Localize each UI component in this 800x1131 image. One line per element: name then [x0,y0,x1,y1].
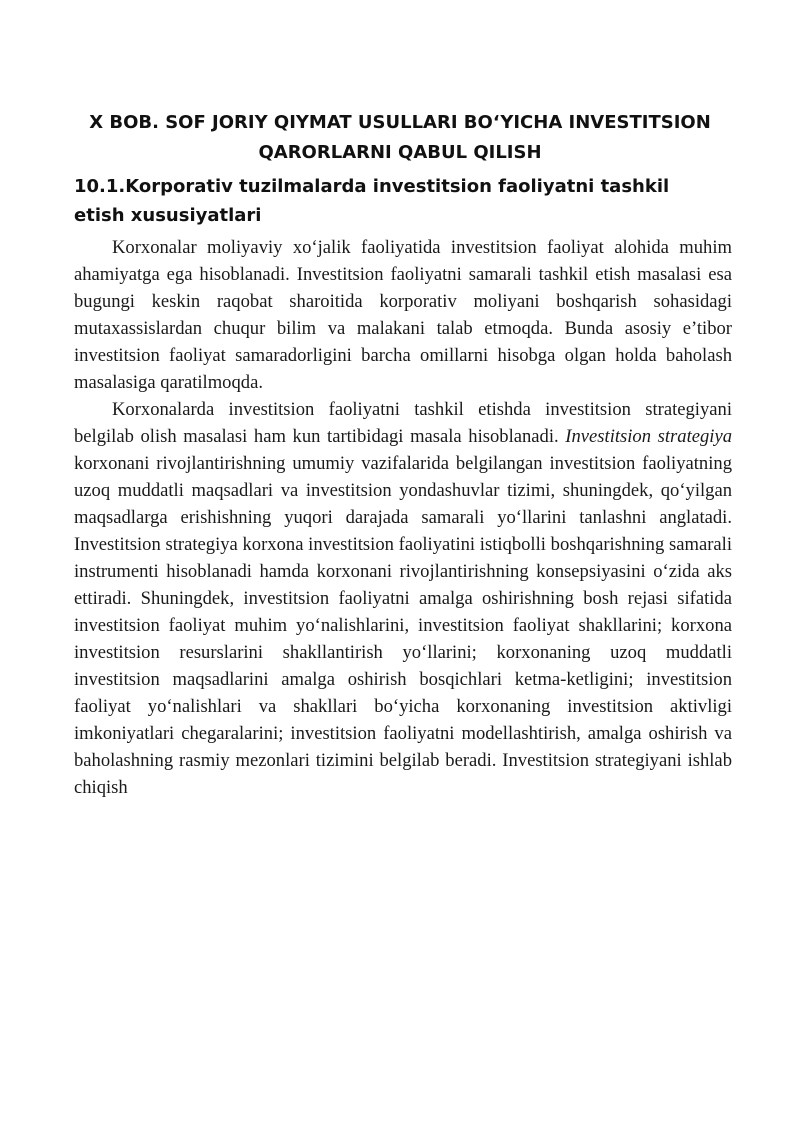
section-heading-line-2: etish xususiyatlari [74,205,262,226]
chapter-title-line-1: X BOB. SOF JORIY QIYMAT USULLARI BOʻYICHA INVESTITSION [89,112,711,133]
paragraph-1: Korxonalar moliyaviy xo‘jalik faoliyatida investitsion faoliyat alohida muhim ahamiyatga ega hisoblanadi. Investitsion faoliyatni samarali tashkil etish masalasi esa bugungi keskin raqobat sharoitida korporativ moliyani boshqarish sohasidagi mutaxassislardan chuqur bilim va malakani talab etmoqda. Bunda asosiy e’tibor investitsion faoliyat samaradorligini barcha omillarni hisobga olgan holda baholash masalasiga qaratilmoqda. [74,237,732,393]
paragraph-2-term: Investitsion strategiya [565,426,732,447]
body-text [74,234,732,801]
paragraph-2 [74,396,732,801]
chapter-title [40,108,760,168]
section-heading [74,172,744,230]
paragraph-2-lead: Korxonalarda investitsion faoliyatni tashkil etishda investitsion strategiyani belgilab olish masalasi ham kun tartibidagi masala hisoblanadi. [74,399,732,447]
chapter-title-line-2: QARORLARNI QABUL QILISH [258,142,542,163]
paragraph-2-rest: korxonani rivojlantirishning umumiy vazifalarida belgilangan investitsion faoliyatning uzoq muddatli maqsadlari va investitsion yondashuvlar tizimi, shuningdek, qo‘yilgan maqsadlarga erishishning yuqori darajada samarali yo‘llarini tanlashni anglatadi. Investitsion strategiya korxona investitsion faoliyatini istiqbolli boshqarishning samarali instrumenti hisoblanadi hamda korxonani rivojlantirishning konsepsiyasini o‘zida aks ettiradi. Shuningdek, investitsion faoliyatni amalga oshirishning bosh rejasi sifatida investitsion faoliyat muhim yo‘nalishlarini, investitsion faoliyat shakllarini; korxona investitsion resurslarini shakllantirish yo‘llarini; korxonaning uzoq muddatli investitsion maqsadlarini amalga oshirish bosqichlari ketma-ketligini; investitsion faoliyat yo‘nalishlari va shakllari bo‘yicha korxonaning investitsion aktivligi imkoniyatlari chegaralarini; investitsion faoliyatni modellashtirish, amalga oshirish va baholashning rasmiy mezonlari tizimini belgilab beradi. Investitsion strategiyani ishlab chiqish [74,453,732,798]
section-heading-line-1: 10.1.Korporativ tuzilmalarda investitsion faoliyatni tashkil [74,176,670,197]
